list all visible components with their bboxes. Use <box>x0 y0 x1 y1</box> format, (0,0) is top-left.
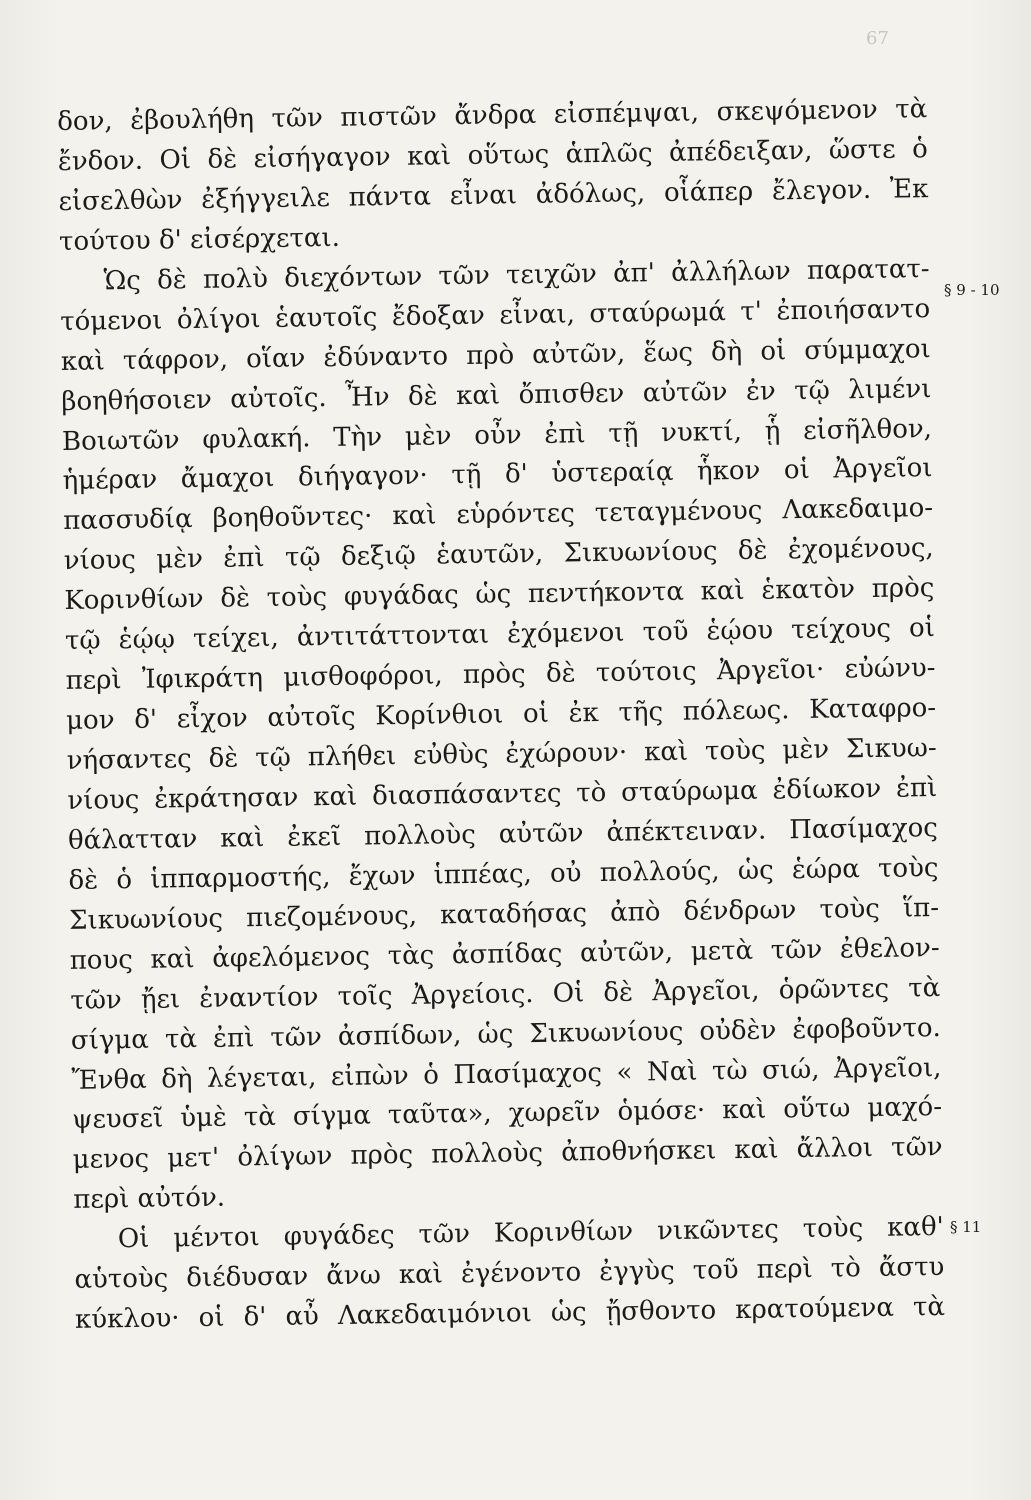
text-line: τῶν ᾔει ἐναντίον τοῖς Ἀργείοις. Οἱ δὲ Ἀργεῖοι, ὁρῶντες τὰ <box>70 972 941 1016</box>
text-line: Ὡς δὲ πολὺ διεχόντων τῶν τειχῶν ἀπ' ἀλλήλων παρατατ- <box>103 253 930 297</box>
text-line: ἔνδον. Οἱ δὲ εἰσήγαγον καὶ οὕτως ἁπλῶς ἀπέδειξαν, ὥστε ὁ <box>57 134 929 177</box>
text-line: τόμενοι ὀλίγοι ἑαυτοῖς ἔδοξαν εἶναι, σταύρωμά τ' ἐποιήσαντο <box>60 293 931 337</box>
text-line: νίους ἐκράτησαν καὶ διασπάσαντες τὸ σταύρωμα ἐδίωκον ἐπὶ <box>67 772 938 816</box>
text-line: νήσαντες δὲ τῷ πλήθει εὐθὺς ἐχώρουν· καὶ τοὺς μὲν Σικυω- <box>66 733 937 776</box>
text-line: περὶ Ἰφικράτη μισθοφόροι, πρὸς δὲ τούτοις Ἀργεῖοι· εὐώνυ- <box>65 653 936 697</box>
text-line: θάλατταν καὶ ἐκεῖ πολλοὺς αὐτῶν ἀπέκτειναν. Πασίμαχος <box>67 812 939 856</box>
page-number: 67 <box>866 28 889 49</box>
text-line: αὑτοὺς διέδυσαν ἄνω καὶ ἐγένοντο ἐγγὺς τοῦ περὶ τὸ ἄστυ <box>74 1252 945 1296</box>
text-line: εἰσελθὼν ἐξήγγειλε πάντα εἶναι ἀδόλως, οἷάπερ ἔλεγον. Ἐκ <box>58 173 929 217</box>
text-line: Ἔνθα δὴ λέγεται, εἰπὼν ὁ Πασίμαχος « Ναὶ τὼ σιώ, Ἀργεῖοι, <box>71 1052 942 1096</box>
text-line: νίους μὲν ἐπὶ τῷ δεξιῷ ἑαυτῶν, Σικυωνίους δὲ ἐχομένους, <box>63 533 934 577</box>
text-line: δὲ ὁ ἱππαρμοστής, ἔχων ἱππέας, οὐ πολλούς, ὡς ἑώρα τοὺς <box>68 852 939 896</box>
text-line: Οἱ μέντοι φυγάδες τῶν Κορινθίων νικῶντες τοὺς καθ' <box>117 1212 944 1255</box>
text-line: ψευσεῖ ὑμὲ τὰ σίγμα ταῦτα», χωρεῖν ὁμόσε· καὶ οὕτω μαχό- <box>71 1092 943 1136</box>
text-line: πους καὶ ἀφελόμενος τὰς ἀσπίδας αὐτῶν, μετὰ τῶν ἐθελον- <box>69 932 940 976</box>
text-line: μον δ' εἶχον αὐτοῖς Κορίνθιοι οἱ ἐκ τῆς πόλεως. Καταφρο- <box>65 693 937 736</box>
greek-text-block <box>57 90 945 1341</box>
text-line: περὶ αὐτόν. <box>73 1182 226 1216</box>
section-marker: § 11 <box>950 1218 982 1236</box>
text-line: σίγμα τὰ ἐπὶ τῶν ἀσπίδων, ὡς Σικυωνίους οὐδὲν ἐφοβοῦντο. <box>70 1012 942 1056</box>
section-marker: § 9 - 10 <box>944 281 1000 299</box>
text-line: τούτου δ' εἰσέρχεται. <box>58 222 341 257</box>
text-line: καὶ τάφρον, οἵαν ἐδύναντο πρὸ αὐτῶν, ἕως δὴ οἱ σύμμαχοι <box>60 333 931 377</box>
text-line: μενος μετ' ὀλίγων πρὸς πολλοὺς ἀποθνήσκει καὶ ἄλλοι τῶν <box>72 1132 943 1176</box>
text-line: κύκλου· οἱ δ' αὖ Λακεδαιμόνιοι ὡς ᾔσθοντο κρατούμενα τὰ <box>74 1292 946 1335</box>
text-line: βοηθήσοιεν αὐτοῖς. Ἦν δὲ καὶ ὄπισθεν αὐτῶν ἐν τῷ λιμένι <box>61 373 932 417</box>
text-line: δον, ἐβουλήθη τῶν πιστῶν ἄνδρα εἰσπέμψαι, σκεψόμενον τὰ <box>57 94 928 137</box>
text-line: τῷ ἑῴῳ τείχει, ἀντιτάττονται ἐχόμενοι τοῦ ἑῴου τείχους οἱ <box>64 613 936 657</box>
text-line: ἡμέραν ἄμαχοι διήγαγον· τῇ δ' ὑστεραίᾳ ἧκον οἱ Ἀργεῖοι <box>62 453 933 497</box>
text-line: Βοιωτῶν φυλακή. Τὴν μὲν οὖν ἐπὶ τῇ νυκτί, ᾗ εἰσῆλθον, <box>61 413 933 457</box>
text-line: πασσυδίᾳ βοηθοῦντες· καὶ εὑρόντες τεταγμένους Λακεδαιμο- <box>62 493 934 537</box>
text-line: Σικυωνίους πιεζομένους, καταδήσας ἀπὸ δένδρων τοὺς ἵπ- <box>68 892 940 936</box>
text-line: Κορινθίων δὲ τοὺς φυγάδας ὡς πεντήκοντα καὶ ἑκατὸν πρὸς <box>64 573 935 617</box>
